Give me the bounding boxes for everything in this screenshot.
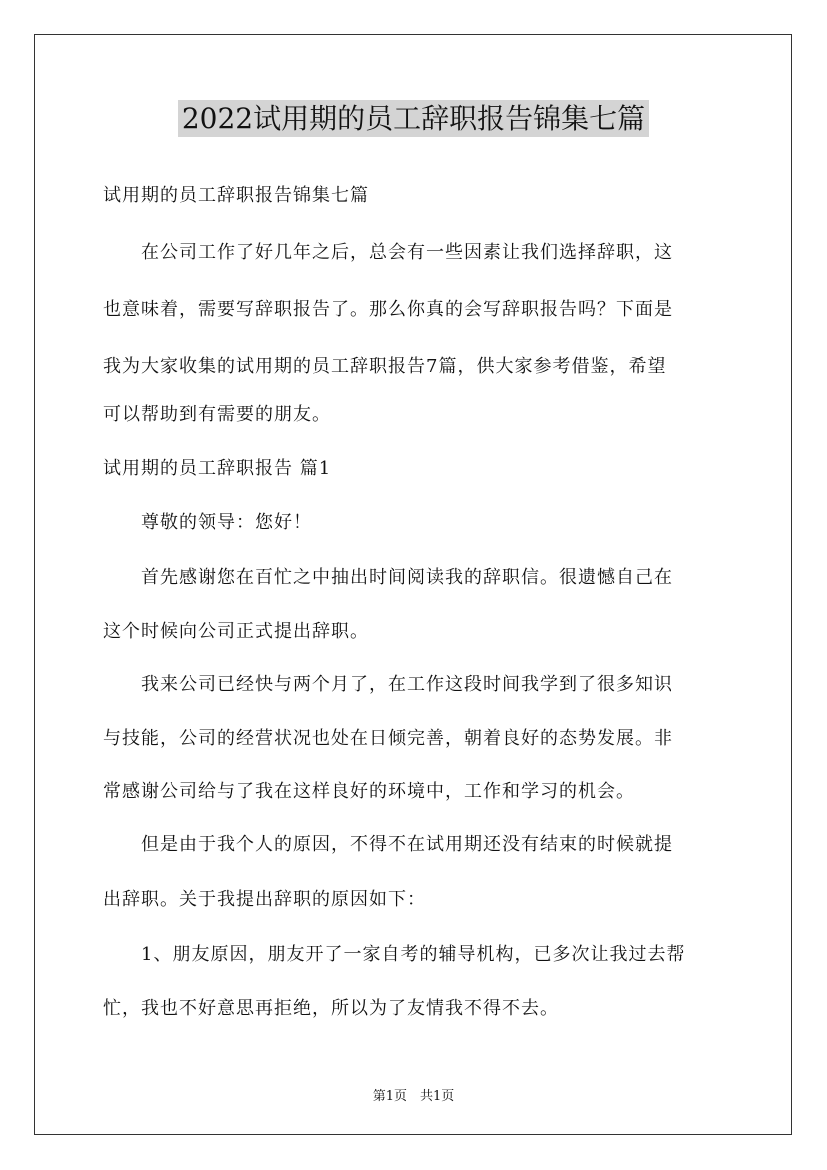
section-heading: 试用期的员工辞职报告 篇1 <box>103 458 332 479</box>
page-footer: 第1页 共1页 <box>372 1089 455 1104</box>
document-title-wrap <box>0 98 827 140</box>
paragraph-line: 这个时候向公司正式提出辞职。 <box>103 621 369 642</box>
paragraph-line: 可以帮助到有需要的朋友。 <box>103 404 331 425</box>
paragraph-line: 常感谢公司给与了我在这样良好的环境中，工作和学习的机会。 <box>103 781 635 802</box>
paragraph-line: 首先感谢您在百忙之中抽出时间阅读我的辞职信。很遗憾自己在 <box>103 567 673 588</box>
paragraph-line: 忙，我也不好意思再拒绝，所以为了友情我不得不去。 <box>103 998 559 1019</box>
paragraph-line: 尊敬的领导：您好！ <box>103 512 312 533</box>
paragraph-line: 我为大家收集的试用期的员工辞职报告7篇，供大家参考借鉴，希望 <box>103 356 667 377</box>
document-title: 2022试用期的员工辞职报告锦集七篇 <box>178 100 649 137</box>
document-subtitle: 试用期的员工辞职报告锦集七篇 <box>103 185 369 206</box>
paragraph-line: 我来公司已经快与两个月了，在工作这段时间我学到了很多知识 <box>103 674 673 695</box>
paragraph-line: 出辞职。关于我提出辞职的原因如下： <box>103 889 426 910</box>
paragraph-line: 1、朋友原因，朋友开了一家自考的辅导机构，已多次让我过去帮 <box>103 944 686 965</box>
paragraph-line: 也意味着，需要写辞职报告了。那么你真的会写辞职报告吗？下面是 <box>103 299 673 320</box>
paragraph-line: 但是由于我个人的原因，不得不在试用期还没有结束的时候就提 <box>103 834 673 855</box>
paragraph-line: 在公司工作了好几年之后，总会有一些因素让我们选择辞职，这 <box>103 242 673 263</box>
paragraph-line: 与技能，公司的经营状况也处在日倾完善，朝着良好的态势发展。非 <box>103 728 673 749</box>
